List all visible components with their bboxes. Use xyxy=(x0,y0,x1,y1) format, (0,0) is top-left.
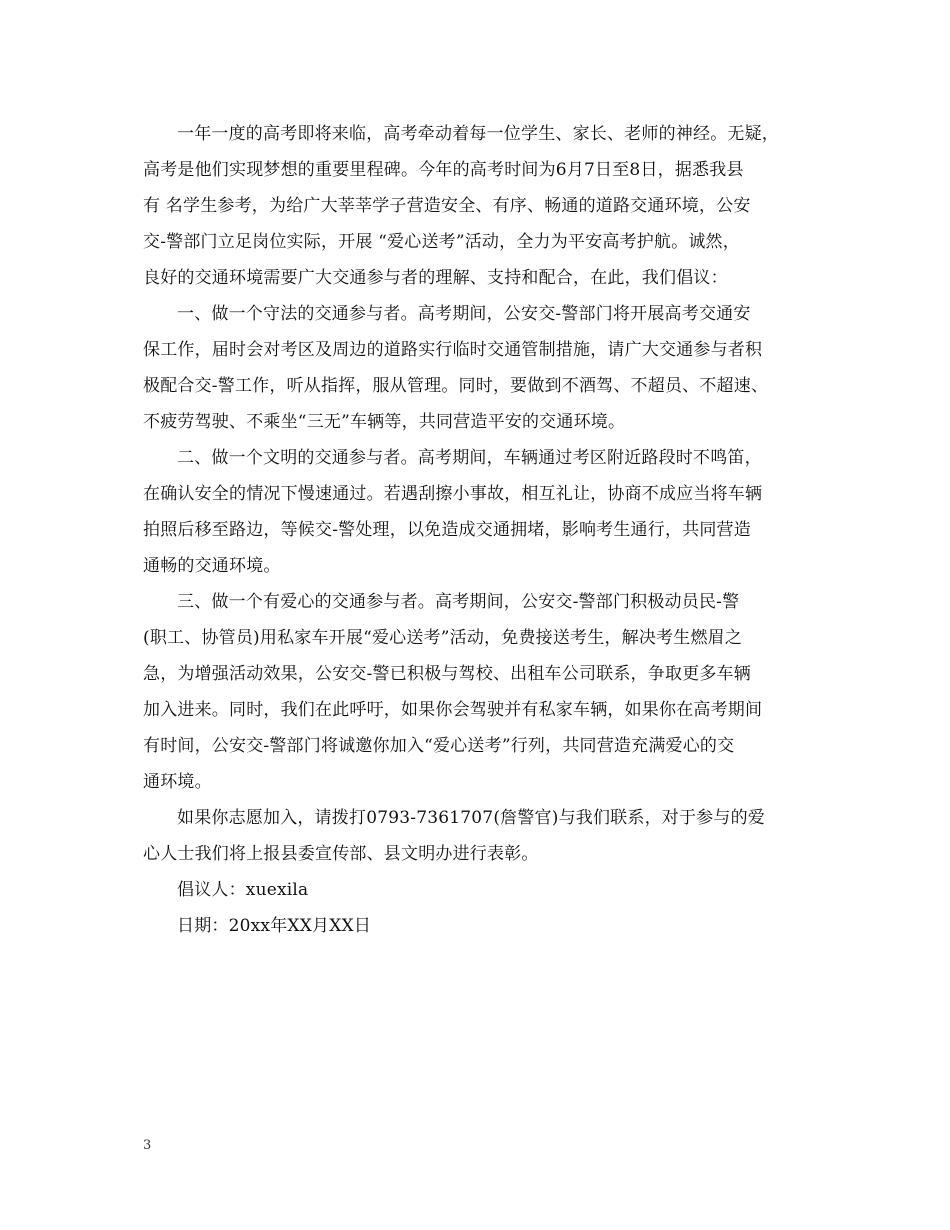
page-number: 3 xyxy=(143,1138,152,1153)
paragraph-line: 不疲劳驾驶、不乘坐“三无”车辆等，共同营造平安的交通环境。 xyxy=(143,412,626,432)
paragraph-line: 通环境。 xyxy=(143,772,212,792)
paragraph-line: 心人士我们将上报县委宣传部、县文明办进行表彰。 xyxy=(143,844,539,864)
paragraph-proposal-one xyxy=(143,296,833,440)
paragraph-line: 在确认安全的情况下慢速通过。若遇刮擦小事故，相互礼让，协商不成应当将车辆 xyxy=(143,484,763,504)
paragraph-intro xyxy=(143,116,833,296)
paragraph-line: 保工作，届时会对考区及周边的道路实行临时交通管制措施，请广大交通参与者积 xyxy=(143,340,763,360)
paragraph-line: 一、做一个守法的交通参与者。高考期间，公安交-警部门将开展高考交通安 xyxy=(177,304,751,324)
signature-initiator xyxy=(143,872,833,908)
paragraph-line: 极配合交-警工作，听从指挥，服从管理。同时，要做到不酒驾、不超员、不超速、 xyxy=(143,376,769,396)
paragraph-line: 急，为增强活动效果，公安交-警已积极与驾校、出租车公司联系，争取更多车辆 xyxy=(143,664,751,684)
paragraph-line: 三、做一个有爱心的交通参与者。高考期间，公安交-警部门积极动员民-警 xyxy=(177,592,740,612)
date-line: 日期：20xx年XX月XX日 xyxy=(177,916,372,936)
signature-date xyxy=(143,908,833,944)
paragraph-line: 交-警部门立足岗位实际，开展 “爱心送考”活动，全力为平安高考护航。诚然， xyxy=(143,232,740,252)
paragraph-line: 良好的交通环境需要广大交通参与者的理解、支持和配合，在此，我们倡议： xyxy=(143,268,728,288)
initiator-line: 倡议人：xuexila xyxy=(177,880,309,900)
paragraph-contact xyxy=(143,800,833,872)
paragraph-line: 拍照后移至路边，等候交-警处理，以免造成交通拥堵，影响考生通行，共同营造 xyxy=(143,520,751,540)
paragraph-line: 有时间，公安交-警部门将诚邀你加入“爱心送考”行列，共同营造充满爱心的交 xyxy=(143,736,735,756)
paragraph-line: 通畅的交通环境。 xyxy=(143,556,281,576)
paragraph-proposal-three xyxy=(143,584,833,800)
paragraph-line: 加入进来。同时，我们在此呼吁，如果你会驾驶并有私家车辆，如果你在高考期间 xyxy=(143,700,763,720)
paragraph-line: 如果你志愿加入，请拨打0793-7361707(詹警官)与我们联系，对于参与的爱 xyxy=(177,808,765,828)
paragraph-line: 有 名学生参考，为给广大莘莘学子营造安全、有序、畅通的道路交通环境，公安 xyxy=(143,196,751,216)
paragraph-proposal-two xyxy=(143,440,833,584)
paragraph-line: 一年一度的高考即将来临，高考牵动着每一位学生、家长、老师的神经。无疑， xyxy=(177,124,779,144)
paragraph-line: 二、做一个文明的交通参与者。高考期间，车辆通过考区附近路段时不鸣笛， xyxy=(177,448,762,468)
paragraph-line: 高考是他们实现梦想的重要里程碑。今年的高考时间为6月7日至8日，据悉我县 xyxy=(143,160,744,180)
paragraph-line: (职工、协管员)用私家车开展“爱心送考”活动，免费接送考生，解决考生燃眉之 xyxy=(143,628,743,648)
document-body xyxy=(143,116,833,944)
